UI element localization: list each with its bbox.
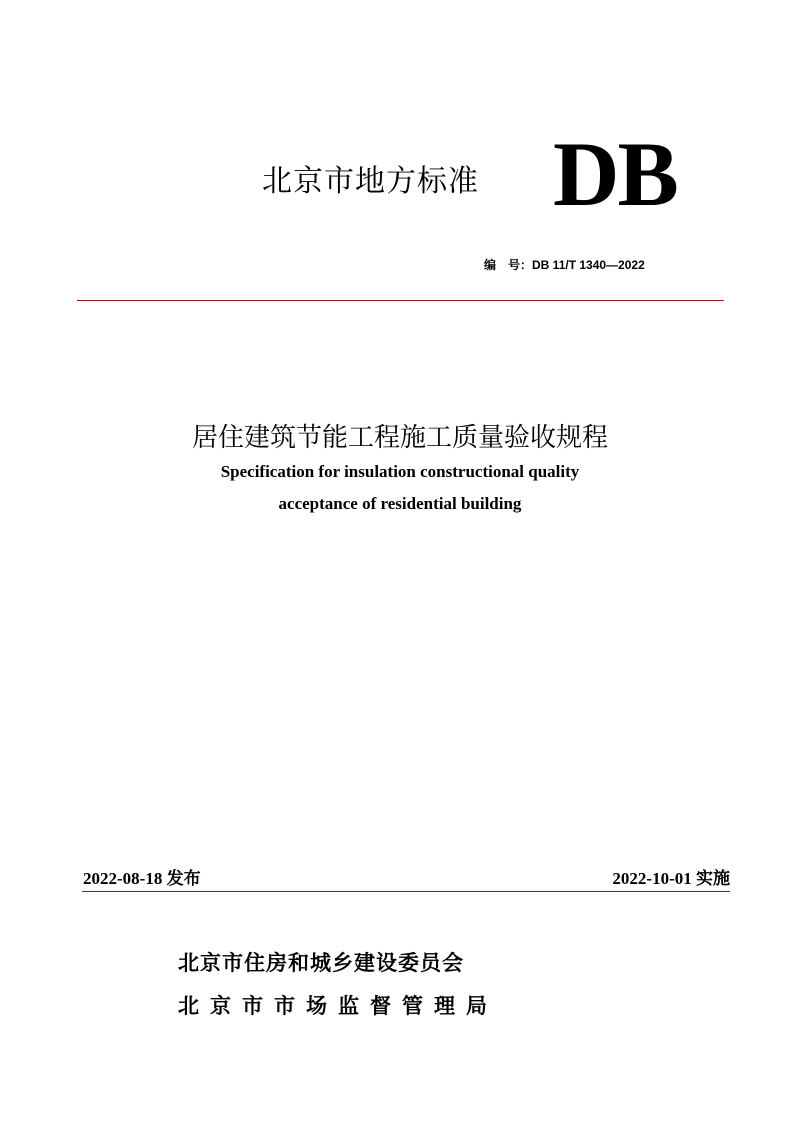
document-title-english-line1: Specification for insulation constructional quality [220,462,580,481]
bottom-divider [82,891,730,892]
document-title-english-line2: acceptance of residential building [278,494,522,513]
issuer-market-regulation: 北京市市场监督管理局 [178,994,498,1018]
standard-number-label: 编 号： [484,258,533,272]
db-logo: DB [553,123,677,225]
issue-date: 2022-08-18 发布 [83,869,201,888]
standard-number [484,256,645,273]
issuer-housing-commission: 北京市住房和城乡建设委员会 [178,951,464,975]
document-title-chinese: 居住建筑节能工程施工质量验收规程 [191,423,608,453]
standard-number-value: DB 11/T 1340—2022 [532,258,645,272]
top-divider [77,300,724,301]
implementation-date: 2022-10-01 实施 [612,869,730,888]
standard-type-heading: 北京市地方标准 [262,164,479,199]
